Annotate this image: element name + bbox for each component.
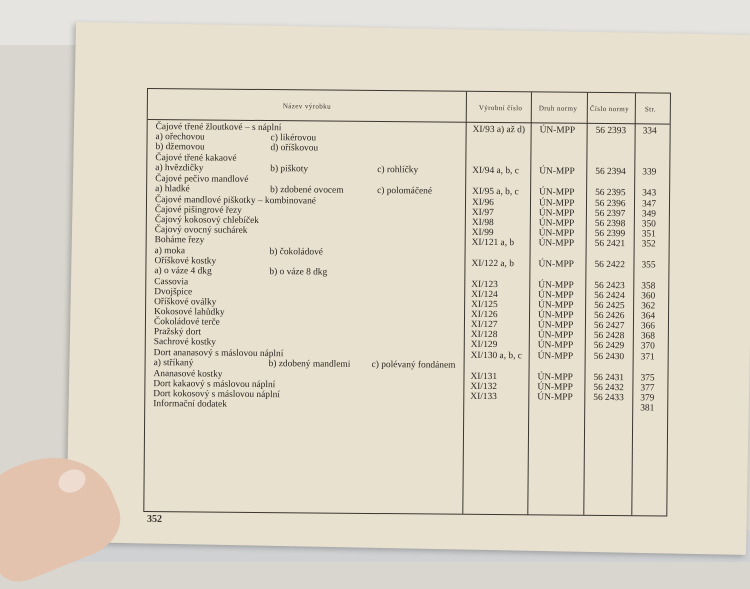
production-number: XI/131: [470, 371, 498, 383]
norm-type: ÚN-MPP: [538, 259, 574, 270]
product-name: Čajový ovocný suchárek: [154, 225, 248, 236]
product-name: a) o váze 4 dkg: [154, 266, 212, 277]
norm-number: 56 2432: [593, 382, 624, 394]
variant-b: b) zdobené ovocem: [270, 185, 344, 196]
norm-type: ÚN-MPP: [537, 372, 573, 383]
page-ref: 347: [641, 199, 657, 210]
norm-number: 56 2429: [593, 340, 625, 352]
page-ref: 379: [640, 393, 655, 404]
variant-c: c) polévaný fondánem: [371, 359, 456, 371]
product-name: b) džemovou: [155, 142, 205, 153]
norm-type: ÚN-MPP: [537, 351, 574, 362]
norm-type: ÚN-MPP: [539, 187, 575, 198]
product-name: Oříškové oválky: [154, 297, 217, 308]
norm-number: 56 2428: [593, 330, 625, 342]
norm-type: ÚN-MPP: [537, 392, 573, 403]
product-name: Čajové pišingrové řezy: [154, 205, 242, 216]
page-ref: 358: [641, 281, 656, 292]
product-name: Informační dodatek: [153, 399, 227, 410]
norm-number: 56 2395: [595, 187, 626, 199]
norm-number: 56 2431: [593, 372, 624, 384]
page-ref: 364: [640, 311, 656, 322]
page-ref: 381: [640, 403, 655, 414]
page-ref: 339: [642, 167, 657, 178]
page-ref: 334: [642, 126, 657, 137]
product-name: Pražský dort: [153, 327, 202, 338]
norm-number: 56 2421: [594, 238, 626, 250]
norm-number: 56 2394: [595, 166, 626, 178]
norm-number: 56 2393: [595, 125, 627, 137]
header-norm-type: Druh normy: [538, 104, 578, 113]
norm-type: ÚN-MPP: [538, 280, 574, 291]
product-name: Cassovia: [154, 277, 189, 288]
product-name: Čajový kokosový chlebíček: [154, 215, 260, 226]
product-name: Dvojšpice: [154, 287, 193, 298]
variant-b: b) o váze 8 dkg: [269, 267, 328, 278]
variant-b: b) zdobený mandlemi: [268, 359, 351, 370]
variant-b: b) čokoládové: [269, 247, 323, 258]
variant-c: c) likérovou: [270, 133, 317, 144]
production-number: XI/94 a, b, c: [472, 165, 519, 177]
production-number: XI/97: [471, 207, 494, 219]
header-norm-number: Číslo normy: [589, 104, 630, 114]
product-name: a) hvězdičky: [155, 163, 204, 174]
production-number: XI/123: [471, 279, 498, 291]
product-name: Čajové mandlové piškotky – kombinované: [154, 195, 316, 207]
norm-type: ÚN-MPP: [537, 382, 573, 393]
page-ref: 350: [641, 219, 656, 230]
product-name: a) hladké: [155, 184, 190, 195]
page-ref: 375: [640, 373, 655, 384]
norm-type: ÚN-MPP: [537, 310, 574, 321]
norm-type: ÚN-MPP: [539, 125, 576, 136]
product-name: Čajové třené žloutkové – s náplní: [155, 122, 282, 134]
page-ref: 343: [642, 188, 657, 199]
page-ref: 366: [640, 321, 656, 332]
product-name: a) ořechovou: [155, 132, 205, 143]
product-name: Kokosové lahůdky: [154, 307, 225, 318]
product-table: [143, 88, 671, 517]
product-name: a) moka: [154, 246, 186, 257]
header-name: Název výrobku: [282, 102, 332, 111]
product-name: Oříškové kostky: [154, 256, 217, 267]
norm-number: 56 2424: [594, 290, 625, 302]
production-number: XI/121 a, b: [471, 237, 515, 249]
production-number: XI/125: [471, 299, 498, 311]
production-number: XI/96: [471, 197, 494, 209]
norm-number: 56 2427: [593, 320, 625, 332]
header-production-number: Výrobní číslo: [478, 103, 523, 113]
production-number: XI/126: [470, 309, 498, 321]
variant-c: d) oříškovou: [270, 143, 319, 154]
production-number: XI/124: [471, 289, 498, 301]
norm-type: ÚN-MPP: [538, 228, 575, 239]
product-name: Čokoládové terče: [153, 317, 220, 328]
page-ref: 377: [640, 383, 655, 394]
page-ref: 370: [640, 341, 655, 352]
product-name: Čajové pečivo mandlové: [155, 174, 249, 185]
norm-type: ÚN-MPP: [537, 340, 574, 351]
production-number: XI/93 a) až d): [472, 124, 526, 136]
norm-type: ÚN-MPP: [538, 218, 575, 229]
norm-type: ÚN-MPP: [537, 330, 574, 341]
production-number: XI/132: [470, 381, 498, 393]
product-name: Boháme řezy: [154, 235, 205, 246]
product-name: Dort kakaový s máslovou náplní: [153, 379, 276, 391]
production-number: XI/128: [470, 329, 498, 341]
page-ref: 352: [641, 239, 656, 250]
production-number: XI/99: [471, 227, 494, 239]
variant-b: b) piškoty: [270, 164, 309, 175]
product-name: Dort kokosový s máslovou náplní: [153, 389, 280, 401]
product-name: Čajové třené kakaové: [155, 153, 237, 164]
production-number: XI/129: [470, 339, 498, 351]
norm-type: ÚN-MPP: [538, 290, 574, 301]
page-ref: 355: [641, 260, 656, 271]
variant-c: c) rohlíčky: [377, 165, 419, 176]
norm-type: ÚN-MPP: [538, 238, 575, 249]
page-ref: 351: [641, 229, 656, 240]
production-number: XI/95 a, b, c: [472, 186, 519, 198]
norm-number: 56 2397: [594, 208, 626, 220]
norm-number: 56 2399: [594, 228, 626, 240]
product-name: a) stříkaný: [153, 358, 194, 369]
header-page: Str.: [644, 105, 657, 114]
page-ref: 362: [641, 301, 656, 312]
norm-number: 56 2398: [594, 218, 626, 230]
production-number: XI/98: [471, 217, 494, 229]
production-number: XI/127: [470, 319, 498, 331]
product-name: Dort ananasový s máslovou náplní: [153, 348, 284, 360]
norm-type: ÚN-MPP: [537, 320, 574, 331]
page-ref: 360: [641, 291, 656, 302]
norm-type: ÚN-MPP: [539, 166, 575, 177]
production-number: XI/122 a, b: [471, 258, 514, 270]
page-ref: 368: [640, 331, 655, 342]
norm-number: 56 2396: [594, 198, 626, 210]
product-name: Ananasové kostky: [153, 369, 223, 380]
norm-number: 56 2422: [594, 259, 625, 271]
page-ref: 371: [640, 352, 655, 363]
page-ref: 349: [641, 209, 657, 220]
page-number: 352: [147, 514, 162, 525]
norm-type: ÚN-MPP: [538, 208, 575, 219]
product-name: Sachrové kostky: [153, 337, 217, 348]
norm-number: 56 2423: [594, 280, 625, 292]
variant-c: c) polomáčené: [377, 186, 433, 197]
norm-number: 56 2433: [593, 392, 624, 404]
norm-number: 56 2430: [593, 351, 625, 363]
norm-number: 56 2426: [593, 310, 625, 322]
production-number: XI/133: [470, 391, 497, 403]
norm-type: ÚN-MPP: [538, 198, 575, 209]
production-number: XI/130 a, b, c: [470, 350, 523, 362]
norm-number: 56 2425: [594, 300, 625, 312]
norm-type: ÚN-MPP: [538, 300, 574, 311]
